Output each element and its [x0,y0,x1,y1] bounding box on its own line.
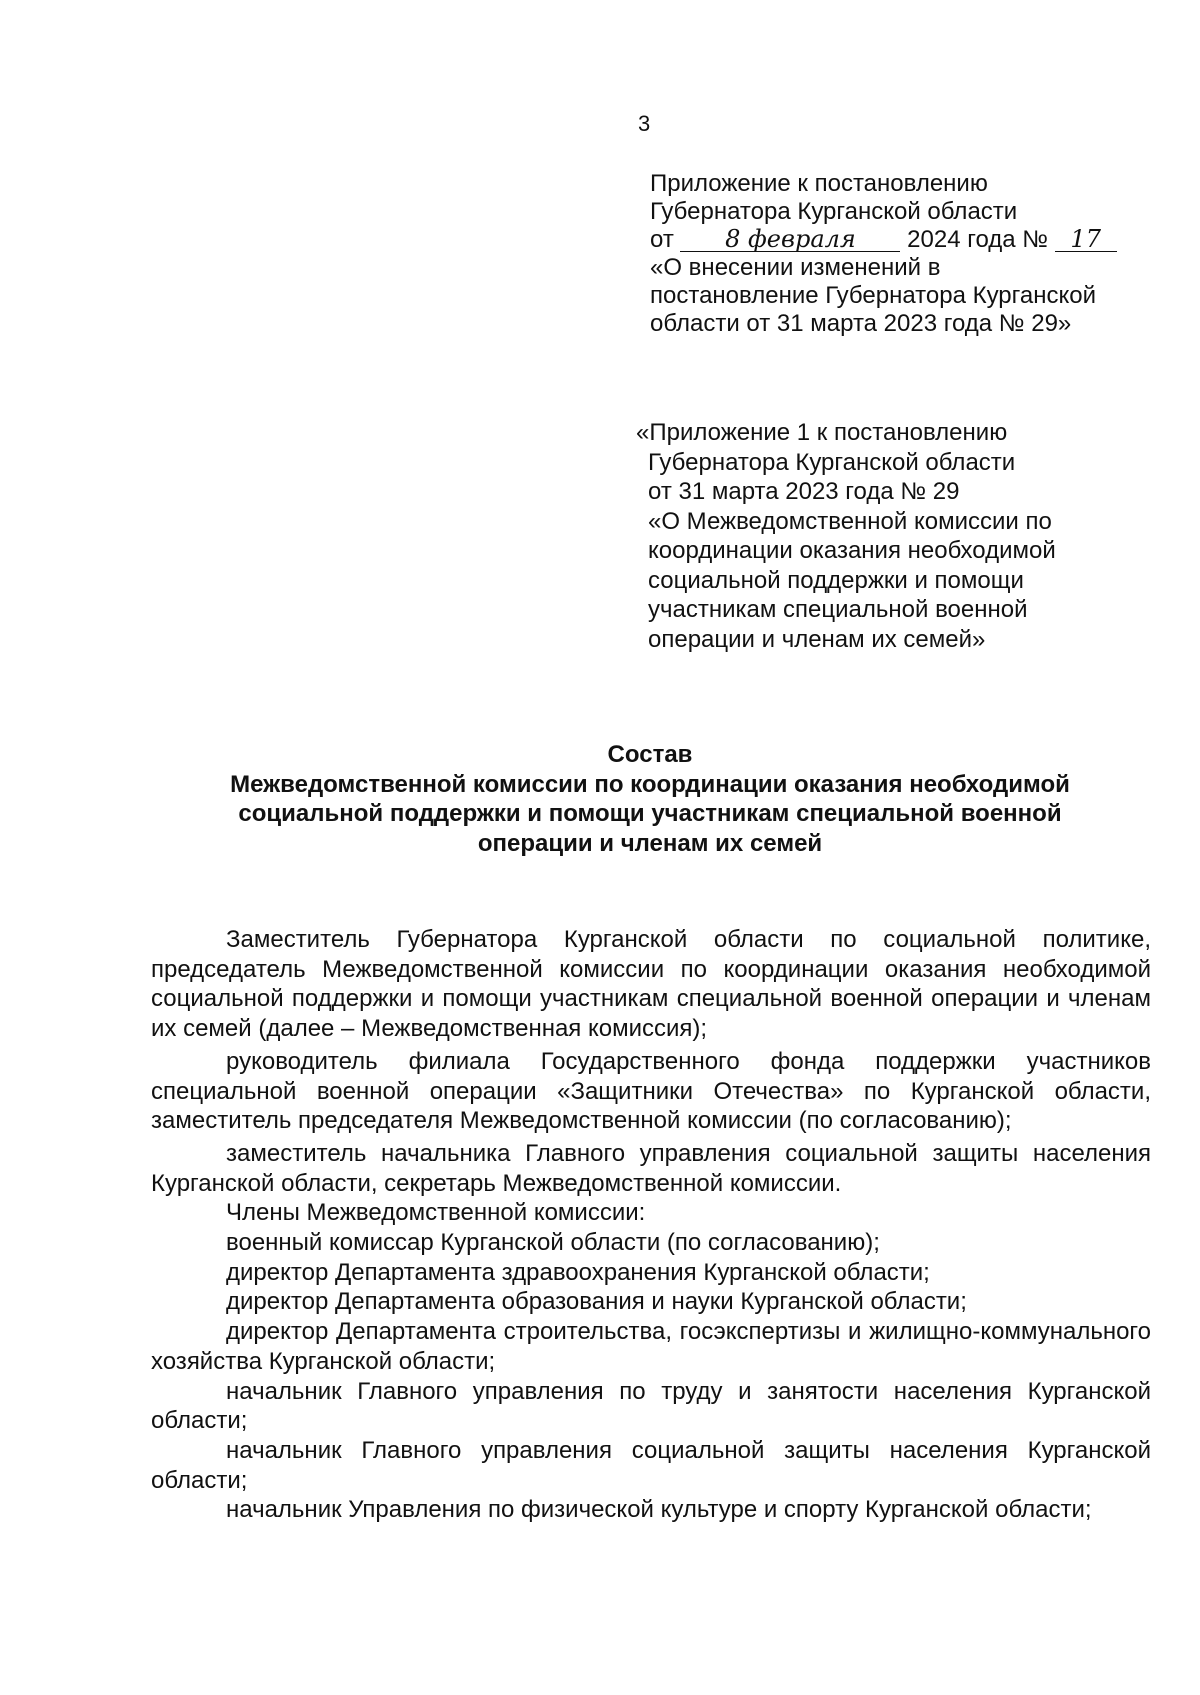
annex2-line: «О Межведомственной комиссии по [648,507,1052,535]
annex2-line: участникам специальной военной [648,596,1028,623]
member-paragraph: начальник Главного управления по труду и занятости населения Курганской области; [151,1377,1151,1435]
member-paragraph: заместитель начальника Главного управления социальной защиты населения Курганской области, секретарь Межведомственной комиссии. [151,1139,1151,1197]
year-text: 2024 года № [907,226,1049,253]
members-list [151,925,1151,1525]
annex2-line: операции и членам их семей» [648,625,986,653]
member-paragraph: начальник Управления по физической культуре и спорту Курганской области; [226,1496,1092,1524]
date-prefix: от [650,226,674,253]
document-title [150,740,1150,858]
annex2-line: «Приложение 1 к постановлению [636,419,1008,446]
member-paragraph: директор Департамента образования и науки Курганской области; [226,1288,967,1316]
annex2-line: координации оказания необходимой [648,537,1056,564]
member-paragraph: военный комиссар Курганской области (по согласованию); [226,1229,880,1257]
handwritten-date: 8 февраля [680,227,900,252]
annex-date-line [650,226,1170,254]
annex-line-4: «О внесении изменений в [650,254,941,281]
annex-line-5: постановление Губернатора Курганской [650,282,1096,309]
annex2-line: от 31 марта 2023 года № 29 [648,478,960,505]
annex-line-6: области от 31 марта 2023 года № 29» [650,310,1072,337]
member-paragraph: Заместитель Губернатора Курганской области по социальной политике, председатель Межведомственной комиссии по координации оказания необходимой социальной поддержки и помощи участникам специальной военной операции и членам их семей (далее – Межведомственная комиссия); [151,926,1151,1043]
member-paragraph: директор Департамента здравоохранения Курганской области; [226,1258,930,1286]
annex-line-2: Губернатора Курганской области [650,198,1018,225]
members-heading: Члены Межведомственной комиссии: [226,1199,646,1227]
annex2-line: Губернатора Курганской области [648,448,1016,476]
member-paragraph: начальник Главного управления социальной защиты населения Курганской области; [151,1436,1151,1494]
member-paragraph: директор Департамента строительства, госэкспертизы и жилищно-коммунального хозяйства Курганской области; [151,1318,1151,1375]
handwritten-number: 17 [1055,227,1117,252]
title-heading: Состав [607,741,693,768]
annex-line-1: Приложение к постановлению [650,170,988,197]
title-subtitle-line: социальной поддержки и помощи участникам специальной военной [238,800,1062,827]
page-number: 3 [638,111,651,136]
member-paragraph: руководитель филиала Государственного фонда поддержки участников специальной военной операции «Защитники Отечества» по Курганской области, заместитель председателя Межведомственной комиссии (по согласованию); [151,1047,1151,1135]
annex-current-header [650,170,1170,338]
title-subtitle-line: Межведомственной комиссии по координации оказания необходимой [230,770,1070,798]
title-subtitle-line: операции и членам их семей [477,829,823,857]
annex2-line: социальной поддержки и помощи [648,566,1024,594]
annex-original-header [636,418,1166,654]
